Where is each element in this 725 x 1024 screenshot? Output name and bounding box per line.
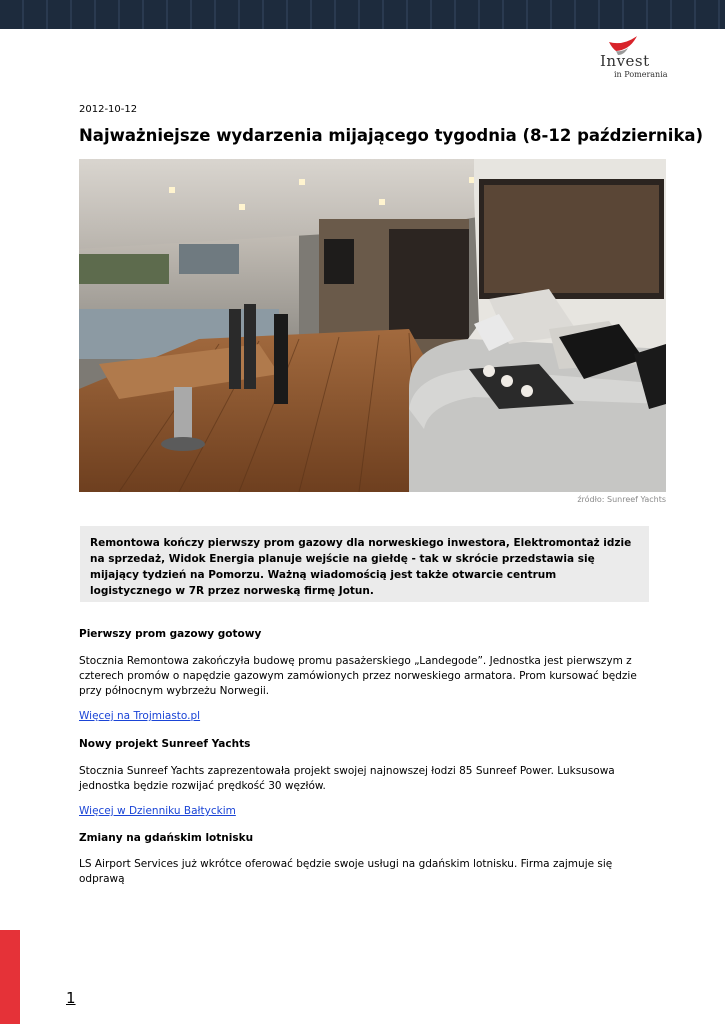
section-heading-sunreef: Nowy projekt Sunreef Yachts <box>79 738 251 750</box>
section-heading-ferry: Pierwszy prom gazowy gotowy <box>79 628 262 640</box>
page-number: 1 <box>66 989 76 1007</box>
logo-text: Invest <box>600 52 650 70</box>
section-text-sunreef: Stocznia Sunreef Yachts zaprezentowała projekt swojej najnowszej łodzi 85 Sunreef Power. Luksusowa jednostka będzie rozwijać prędkość 30 węzłów. <box>79 765 615 792</box>
article-title: Najważniejsze wydarzenia mijającego tygodnia (8-12 października) <box>79 126 704 145</box>
red-accent-bar <box>0 930 20 1024</box>
article-date: 2012-10-12 <box>79 104 138 115</box>
summary-box <box>80 526 649 602</box>
section-text-ferry: Stocznia Remontowa zakończyła budowę promu pasażerskiego „Landegode”. Jednostka jest pierwszym z czterech promów o napędzie gazowym zamówionych przez norweskiego armatora. Prom kursować będzie przy północnym wybrzeżu Norwegii. <box>79 655 637 697</box>
logo-subtext: in Pomerania <box>614 70 668 79</box>
image-credit: źródło: Sunreef Yachts <box>577 495 666 504</box>
link-trojmiasto[interactable]: Więcej na Trojmiasto.pl <box>79 710 201 722</box>
link-dziennik-baltycki[interactable]: Więcej w Dzienniku Bałtyckim <box>79 805 236 817</box>
invest-in-pomerania-logo[interactable] <box>596 36 668 80</box>
top-banner <box>0 0 725 29</box>
section-heading-airport: Zmiany na gdańskim lotnisku <box>79 832 254 844</box>
yacht-deck-photo <box>79 159 666 492</box>
section-text-airport: LS Airport Services już wkrótce oferować będzie swoje usługi na gdańskim lotnisku. Firma zajmuje się odprawą <box>79 858 613 885</box>
summary-text: Remontowa kończy pierwszy prom gazowy dla norweskiego inwestora, Elektromontaż idzie na sprzedaż, Widok Energia planuje wejście na giełdę - tak w skrócie przedstawia się mijający tydzień na Pomorzu. Ważną wiadomością jest także otwarcie centrum logistycznego w 7R przez norweską firmę Jotun. <box>90 537 632 597</box>
